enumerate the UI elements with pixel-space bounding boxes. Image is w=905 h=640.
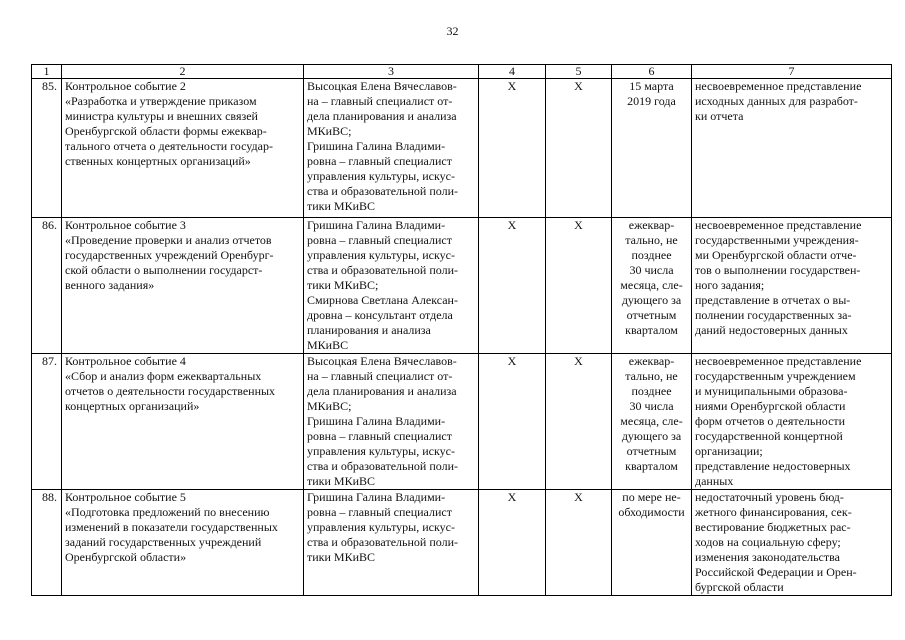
term-text-line: обходимости — [618, 505, 685, 519]
responsible-text-line: ровна – главный специалист — [307, 154, 452, 168]
term-text-line: ежеквар- — [628, 354, 675, 368]
mark-cell-col4: X — [479, 218, 546, 354]
event-text-line: Оренбургской области формы ежеквар- — [65, 124, 267, 138]
mark-cell-col5: X — [546, 354, 612, 490]
responsible-text-line: ства и образовательной поли- — [307, 459, 458, 473]
event-text-line: отчетов о деятельности государственных — [65, 384, 276, 398]
responsible-text-line: Высоцкая Елена Вячеславов- — [307, 79, 457, 93]
risks-text-line: представление в отчетах о вы- — [695, 293, 851, 307]
risks-text-line: данных — [695, 474, 734, 488]
mark-cell-col5: X — [546, 79, 612, 218]
header-cell-4: 4 — [479, 65, 546, 79]
risks-text-line: государственными учреждения- — [695, 233, 859, 247]
header-row — [32, 65, 892, 79]
responsible-text-line: на – главный специалист от- — [307, 369, 453, 383]
responsible-text-line: тики МКиВС — [307, 550, 376, 564]
term-cell — [612, 79, 692, 218]
header-cell-6: 6 — [612, 65, 692, 79]
risks-text-line: государственным учреждением — [695, 369, 856, 383]
term-text-line: дующего за — [621, 293, 682, 307]
event-text-line: Контрольное событие 2 — [65, 79, 186, 93]
responsible-text-line: тики МКиВС — [307, 474, 376, 488]
responsible-cell — [304, 218, 479, 354]
event-text-line: Оренбургской области» — [65, 550, 187, 564]
risks-text-line: организации; — [695, 444, 763, 458]
responsible-text-line: дела планирования и анализа — [307, 109, 457, 123]
responsible-cell — [304, 354, 479, 490]
table-row — [32, 218, 892, 354]
event-text-line: заданий государственных учреждений — [65, 535, 262, 549]
risks-text-line: ного задания; — [695, 278, 765, 292]
term-text-line: 15 марта — [629, 79, 674, 93]
risks-text-line: ниями Оренбургской области — [695, 399, 846, 413]
responsible-text-line: ства и образовательной поли- — [307, 535, 458, 549]
risks-text-line: форм отчетов о деятельности — [695, 414, 846, 428]
event-cell — [62, 79, 304, 218]
event-text-line: «Подготовка предложений по внесению — [65, 505, 270, 519]
table-row — [32, 354, 892, 490]
row-number-cell: 85. — [32, 79, 62, 218]
event-cell — [62, 490, 304, 596]
risks-text-line: несвоевременное представление — [695, 354, 862, 368]
mark-cell-col4: X — [479, 490, 546, 596]
header-cell-2: 2 — [62, 65, 304, 79]
term-text-line: отчетным — [626, 444, 677, 458]
responsible-text-line: МКиВС; — [307, 399, 352, 413]
term-text-line: 2019 года — [627, 94, 676, 108]
event-text-line: концертных организаций» — [65, 399, 200, 413]
term-text-line: позднее — [631, 248, 672, 262]
mark-cell-col4: X — [479, 79, 546, 218]
responsible-text-line: ства и образовательной поли- — [307, 184, 458, 198]
responsible-text-line: ства и образовательной поли- — [307, 263, 458, 277]
event-text-line: изменений в показатели государственных — [65, 520, 278, 534]
risks-text-line: исходных данных для разработ- — [695, 94, 858, 108]
event-text-line: Контрольное событие 5 — [65, 490, 186, 504]
event-text-line: ской области о выполнении государст- — [65, 263, 263, 277]
term-text-line: кварталом — [625, 323, 678, 337]
term-text-line: по мере не- — [622, 490, 681, 504]
risks-text-line: Российской Федерации и Орен- — [695, 565, 857, 579]
responsible-text-line: дровна – консультант отдела — [307, 308, 453, 322]
responsible-text-line: Гришина Галина Владими- — [307, 218, 446, 232]
row-number-cell: 88. — [32, 490, 62, 596]
responsible-text-line: Гришина Галина Владими- — [307, 139, 446, 153]
risks-text-line: несвоевременное представление — [695, 218, 862, 232]
header-cell-7: 7 — [692, 65, 892, 79]
event-text-line: венного задания» — [65, 278, 155, 292]
event-text-line: ственных концертных организаций» — [65, 154, 251, 168]
risks-text-line: государственной концертной — [695, 429, 843, 443]
row-number-cell: 87. — [32, 354, 62, 490]
event-text-line: государственных учреждений Оренбург- — [65, 248, 274, 262]
header-cell-5: 5 — [546, 65, 612, 79]
responsible-text-line: тики МКиВС — [307, 199, 376, 213]
risks-text-line: изменения законодательства — [695, 550, 840, 564]
responsible-text-line: тики МКиВС; — [307, 278, 379, 292]
risks-text-line: ходов на социальную сферу; — [695, 535, 841, 549]
term-text-line: 30 числа — [629, 399, 674, 413]
event-text-line: Контрольное событие 3 — [65, 218, 186, 232]
responsible-text-line: ровна – главный специалист — [307, 505, 452, 519]
event-text-line: «Проведение проверки и анализ отчетов — [65, 233, 272, 247]
event-cell — [62, 354, 304, 490]
term-text-line: ежеквар- — [628, 218, 675, 232]
event-text-line: Контрольное событие 4 — [65, 354, 186, 368]
responsible-text-line: Гришина Галина Владими- — [307, 490, 446, 504]
risks-cell — [692, 79, 892, 218]
row-number-cell: 86. — [32, 218, 62, 354]
term-text-line: месяца, сле- — [620, 414, 683, 428]
term-text-line: дующего за — [621, 429, 682, 443]
event-text-line: «Сбор и анализ форм ежеквартальных — [65, 369, 262, 383]
responsible-text-line: Высоцкая Елена Вячеславов- — [307, 354, 457, 368]
table-row — [32, 490, 892, 596]
responsible-text-line: МКиВС — [307, 338, 349, 352]
term-text-line: тально, не — [625, 233, 678, 247]
mark-cell-col5: X — [546, 490, 612, 596]
risks-cell — [692, 354, 892, 490]
risks-text-line: тов о выполнении государствен- — [695, 263, 861, 277]
term-text-line: тально, не — [625, 369, 678, 383]
mark-cell-col5: X — [546, 218, 612, 354]
event-cell — [62, 218, 304, 354]
event-text-line: министра культуры и внешних связей — [65, 109, 258, 123]
event-text-line: «Разработка и утверждение приказом — [65, 94, 257, 108]
responsible-text-line: МКиВС; — [307, 124, 352, 138]
term-cell — [612, 354, 692, 490]
term-text-line: позднее — [631, 384, 672, 398]
risks-cell — [692, 218, 892, 354]
responsible-cell — [304, 79, 479, 218]
table-row — [32, 79, 892, 218]
responsible-text-line: на – главный специалист от- — [307, 94, 453, 108]
responsible-text-line: управления культуры, искус- — [307, 169, 455, 183]
term-text-line: 30 числа — [629, 263, 674, 277]
mark-cell-col4: X — [479, 354, 546, 490]
risks-text-line: бургской области — [695, 580, 784, 594]
risks-text-line: ми Оренбургской области отче- — [695, 248, 857, 262]
responsible-text-line: управления культуры, искус- — [307, 520, 455, 534]
term-text-line: месяца, сле- — [620, 278, 683, 292]
risks-text-line: представление недостоверных — [695, 459, 851, 473]
event-text-line: тального отчета о деятельности государ- — [65, 139, 273, 153]
responsible-text-line: ровна – главный специалист — [307, 429, 452, 443]
risks-text-line: несвоевременное представление — [695, 79, 862, 93]
responsible-text-line: дела планирования и анализа — [307, 384, 457, 398]
header-cell-1: 1 — [32, 65, 62, 79]
term-text-line: отчетным — [626, 308, 677, 322]
risks-text-line: жетного финансирования, сек- — [695, 505, 852, 519]
risks-cell — [692, 490, 892, 596]
responsible-text-line: управления культуры, искус- — [307, 248, 455, 262]
term-cell — [612, 218, 692, 354]
risks-text-line: вестирование бюджетных рас- — [695, 520, 851, 534]
risks-text-line: полнении государственных за- — [695, 308, 852, 322]
risks-text-line: и муниципальными образова- — [695, 384, 848, 398]
risks-text-line: ки отчета — [695, 109, 744, 123]
responsible-text-line: Смирнова Светлана Алексан- — [307, 293, 458, 307]
responsible-text-line: Гришина Галина Владими- — [307, 414, 446, 428]
responsible-cell — [304, 490, 479, 596]
header-cell-3: 3 — [304, 65, 479, 79]
risks-text-line: недостаточный уровень бюд- — [695, 490, 844, 504]
term-text-line: кварталом — [625, 459, 678, 473]
responsible-text-line: управления культуры, искус- — [307, 444, 455, 458]
page-number: 32 — [446, 24, 459, 38]
responsible-text-line: ровна – главный специалист — [307, 233, 452, 247]
term-cell — [612, 490, 692, 596]
control-events-table — [31, 64, 892, 596]
risks-text-line: даний недостоверных данных — [695, 323, 848, 337]
responsible-text-line: планирования и анализа — [307, 323, 431, 337]
